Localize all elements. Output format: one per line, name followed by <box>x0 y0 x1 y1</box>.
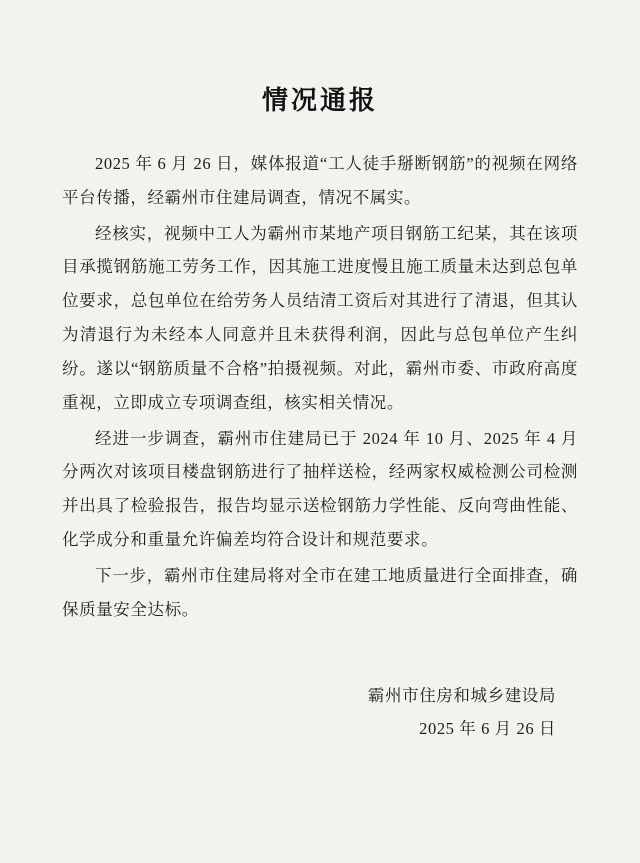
paragraph-4: 下一步，霸州市住建局将对全市在建工地质量进行全面排查，确保质量安全达标。 <box>62 565 578 619</box>
signature-issuer: 霸州市住房和城乡建设局 <box>367 686 556 706</box>
signature-date: 2025 年 6 月 26 日 <box>419 718 556 738</box>
paragraph-2: 经核实，视频中工人为霸州市某地产项目钢筋工纪某，其在该项目承揽钢筋施工劳务工作，因其施工进度慢且施工质量未达到总包单位要求，总包单位在给劳务人员结清工资后对其进行了清退，但其认为清退行为未经本人同意并且未获得利润，因此与总包单位产生纠纷。遂以“钢筋质量不合格”拍摄视频。对此，霸州市委、市政府高度重视，立即成立专项调查组，核实相关情况。 <box>62 223 578 412</box>
page-title: 情况通报 <box>261 86 378 115</box>
signature-block <box>62 680 578 744</box>
paragraph-1: 2025 年 6 月 26 日，媒体报道“工人徒手掰断钢筋”的视频在网络平台传播，经霸州市住建局调查，情况不属实。 <box>62 154 578 207</box>
document-body <box>62 147 578 626</box>
paragraph-3: 经进一步调查，霸州市住建局已于 2024 年 10 月、2025 年 4 月分两次对该项目楼盘钢筋进行了抽样送检，经两家权威检测公司检测并出具了检验报告，报告均显示送检钢筋力学性能、反向弯曲性能、化学成分和重量允许偏差均符合设计和规范要求。 <box>62 428 578 549</box>
